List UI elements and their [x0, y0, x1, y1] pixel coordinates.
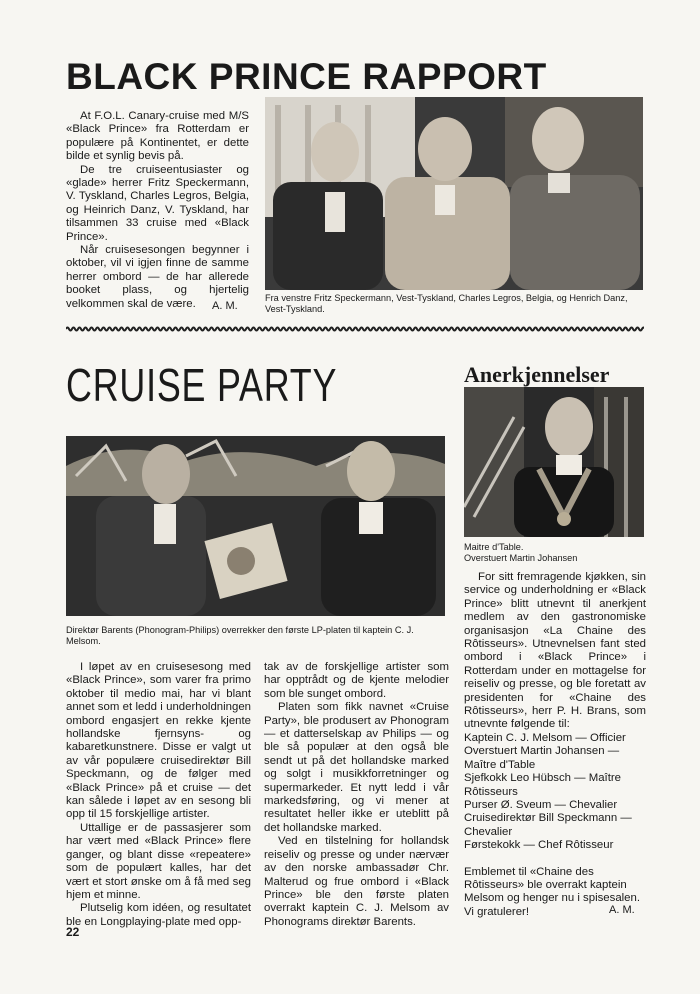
award-list-item: Purser Ø. Sveum — Chevalier: [464, 798, 618, 811]
maitre-d-table-caption: [464, 542, 644, 564]
maitre-caption-line-2: Overstuert Martin Johansen: [464, 553, 578, 563]
cruise-party-col2-paragraph-2: Platen som fikk navnet «Cruise Party», ble produsert av Phonogram — et datterselskap av Philips — og ble så populær at den også ble sendt ut på det hollandske marked og solgt i musikkforretninger og supermarkeder. Et nytt ledd i vår markedsføring, og vi mener at resultatet heller ikke er uteblitt på det hollandske marked.: [264, 701, 449, 834]
award-list-item: Kaptein C. J. Melsom — Officier: [464, 731, 626, 744]
page-number: 22: [66, 925, 80, 939]
anerkjennelser-paragraph-3: Vi gratulerer!: [464, 905, 530, 918]
cruise-party-column-1: [66, 661, 251, 929]
cruise-party-col2-paragraph-3: Ved en tilstelning for hollandsk reiseliv og presse og under nærvær av den norske ambassadør Chr. Malterud og frue ombord i «Black Prince» ble den første platen overrakt kaptein C. J. Melsom av Phonograms direktør Barents.: [264, 835, 449, 928]
award-list-item: Overstuert Martin Johansen — Maître d'Table: [464, 745, 620, 771]
cruise-party-col1-paragraph-2: Uttallige er de passasjerer som har vært med «Black Prince» flere ganger, og blant disse «repeatere» som de populært kalles, har det vært et stort ønske om å få med seg hjem et minne.: [66, 821, 251, 901]
cruise-party-photo-caption: Direktør Barents (Phonogram-Philips) overrekker den første LP-platen til kaptein C. J. Melsom.: [66, 625, 414, 646]
rapport-paragraph-3: Når cruisesesongen begynner i oktober, vil vi igjen finne de samme herrer ombord — de har allerede booket plass, og hjertelig velkommen skal de være.: [66, 244, 249, 310]
maitre-caption-line-1: Maitre d'Table.: [464, 542, 524, 552]
rapport-signature: A. M.: [212, 300, 238, 312]
three-men-photo: [265, 97, 643, 290]
cruise-party-col2-paragraph-1: tak av de forskjellige artister som har opptrådt og de kjente melodier som ble sunget ombord.: [264, 661, 449, 700]
anerkjennelser-paragraph-2: Emblemet til «Chaine des Rôtisseurs» ble overrakt kaptein Melsom og henger nu i spisesalen.: [464, 865, 641, 905]
rapport-paragraph-1: At F.O.L. Canary-cruise med M/S «Black Prince» fra Rotterdam er populære på Kontinentet, er dette bilde et synlig bevis på.: [66, 110, 249, 163]
cruise-party-col1-paragraph-1: I løpet av en cruisesesong med «Black Prince», som varer fra primo oktober til medio mai, har vi blant annet som et ledd i underholdningen ombord engasjert en rekke kjente hollandske fjernsyns- og kabaretkunstnere. Disse er valgt ut av vår populære cruisedirektør Bill Speckmann, og de følger med «Black Prince» på et cruise — det kan sålede i løpet av en sesong bli opp til 15 forskjellige artister.: [66, 661, 251, 821]
award-list-item: Sjefkokk Leo Hübsch — Maître Rôtisseurs: [464, 772, 622, 798]
rapport-title: BLACK PRINCE RAPPORT: [66, 56, 547, 97]
award-list-item: Førstekokk — Chef Rôtisseur: [464, 839, 614, 852]
rapport-photo-caption: Fra venstre Fritz Speckermann, Vest-Tyskland, Charles Legros, Belgia, og Henrich Danz, Vest-Tyskland.: [265, 293, 628, 314]
cruise-party-col1-paragraph-3: Plutselig kom idéen, og resultatet ble en Longplaying-plate med opp-: [66, 902, 251, 928]
anerkjennelser-title: Anerkjennelser: [464, 362, 610, 387]
anerkjennelser-text: [464, 571, 646, 919]
wavy-divider: [66, 325, 644, 333]
record-handover-photo: [66, 436, 445, 616]
anerkjennelser-signature: A. M.: [609, 904, 635, 916]
rapport-text: [66, 110, 249, 311]
cruise-party-title: CRUISE PARTY: [66, 359, 338, 411]
cruise-party-column-2: [264, 661, 449, 929]
anerkjennelser-paragraph-1: For sitt fremragende kjøkken, sin service og underholdning er «Black Prince» blitt utnevnt til anerkjent medlem av den gastronomiske organisasjon «La Chaine des Rôtisseurs». Utnevnelsen fant sted ombord i «Black Prince» i Rotterdam under en mottagelse for reiseliv og presse, og ble foretatt av presidenten for «Chaine des Rôtisseurs», herr P. H. Brans, som utnevnte følgende til:: [464, 571, 646, 731]
award-list-item: Cruisedirektør Bill Speckmann — Chevalier: [464, 812, 632, 838]
maitre-d-table-photo: [464, 387, 644, 537]
rapport-paragraph-2: De tre cruiseentusiaster og «glade» herrer Fritz Speckermann, V. Tyskland, Charles Legros, Belgia, og Heinrich Danz, V. Tyskland, har tilsammen 33 cruise med «Black Prince».: [66, 163, 249, 243]
